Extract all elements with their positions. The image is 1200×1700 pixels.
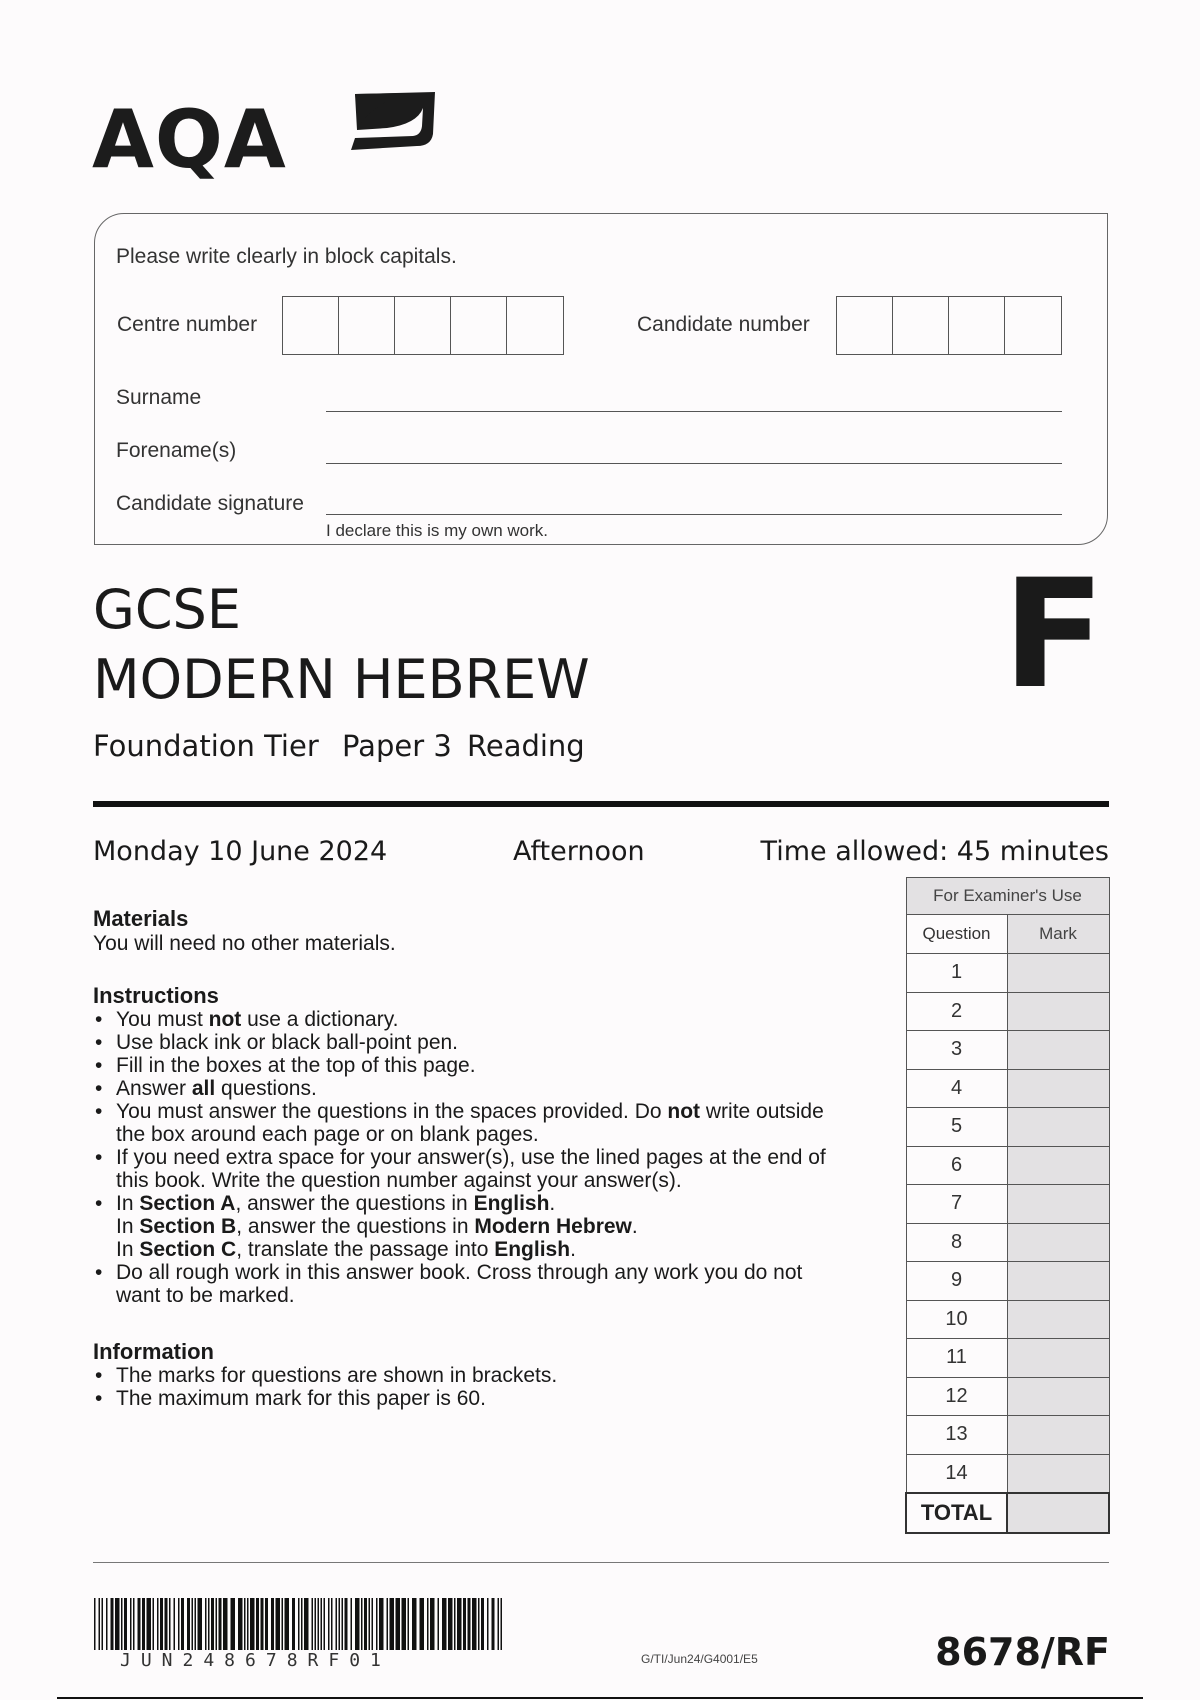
document-reference: G/TI/Jun24/G4001/E5 [641, 1652, 758, 1666]
forenames-label: Forename(s) [116, 439, 237, 462]
table-row [906, 1223, 1109, 1262]
barcode-bar [321, 1598, 323, 1650]
barcode-bar [457, 1598, 462, 1650]
list-item: • The marks for questions are shown in brackets. [93, 1364, 557, 1387]
centre-number-label: Centre number [117, 313, 258, 336]
table-row [906, 1108, 1109, 1147]
mark-cell[interactable] [1007, 1416, 1109, 1455]
surname-line[interactable] [326, 411, 1062, 412]
barcode-bar [133, 1598, 135, 1650]
mark-cell[interactable] [1007, 1262, 1109, 1301]
barcode-bar [94, 1598, 96, 1650]
barcode-bar [192, 1598, 194, 1650]
list-item: • If you need extra space for your answer(s), use the lined pages at the end of this book. Write the question number against your answer(s). [93, 1146, 826, 1192]
paper-number: Paper 3 [342, 729, 452, 763]
table-row [906, 1031, 1109, 1070]
barcode-bar [448, 1598, 453, 1650]
barcode-bar [396, 1598, 401, 1650]
mark-cell[interactable] [1007, 1146, 1109, 1185]
barcode-bar [468, 1598, 471, 1650]
instructions-list [93, 1008, 826, 1307]
centre-number-digit[interactable] [395, 297, 451, 354]
barcode-bar [351, 1598, 353, 1650]
barcode-bar [315, 1598, 317, 1650]
table-row [906, 1454, 1109, 1493]
barcode-bar [298, 1598, 300, 1650]
tier-letter: F [1002, 548, 1105, 722]
list-item: • The maximum mark for this paper is 60. [93, 1387, 557, 1410]
barcode-bar [130, 1598, 132, 1650]
list-item: • Fill in the boxes at the top of this page. [93, 1054, 826, 1077]
barcode-bar [408, 1598, 410, 1650]
barcode-bar [324, 1598, 326, 1650]
mark-cell[interactable] [1007, 1339, 1109, 1378]
question-column-header: Question [906, 915, 1007, 954]
declaration-text: I declare this is my own work. [326, 521, 549, 540]
barcode-bar [402, 1598, 407, 1650]
candidate-number-digit[interactable] [837, 297, 893, 354]
mark-cell[interactable] [1007, 1031, 1109, 1070]
barcode-bar [420, 1598, 425, 1650]
mark-cell[interactable] [1007, 1223, 1109, 1262]
materials-heading: Materials [93, 906, 189, 931]
barcode-bar [345, 1598, 348, 1650]
barcode-bar [390, 1598, 395, 1650]
barcode-bar [244, 1598, 246, 1650]
question-number: 3 [906, 1031, 1007, 1070]
candidate-number-digit[interactable] [893, 297, 949, 354]
barcode-bar [211, 1598, 214, 1650]
signature-line[interactable] [326, 514, 1062, 515]
mark-cell[interactable] [1007, 992, 1109, 1031]
question-number: 10 [906, 1300, 1007, 1339]
barcode-bar [208, 1598, 210, 1650]
question-number: 6 [906, 1146, 1007, 1185]
question-number: 11 [906, 1339, 1007, 1378]
barcode-bar [487, 1598, 489, 1650]
barcode-bar [478, 1598, 480, 1650]
table-row [906, 1185, 1109, 1224]
question-number: 4 [906, 1069, 1007, 1108]
examiners-use-table [905, 877, 1110, 1534]
table-row [906, 954, 1109, 993]
materials-text: You will need no other materials. [93, 932, 396, 955]
mark-cell[interactable] [1007, 1454, 1109, 1493]
barcode-bar [304, 1598, 309, 1650]
barcode-bar [355, 1598, 360, 1650]
barcode-bar [147, 1598, 152, 1650]
question-number: 7 [906, 1185, 1007, 1224]
mark-column-header: Mark [1007, 915, 1109, 954]
divider-thin [93, 1562, 1109, 1563]
barcode-bar [216, 1598, 218, 1650]
barcode [94, 1598, 504, 1650]
barcode-bar [376, 1598, 378, 1650]
total-row [906, 1493, 1109, 1533]
barcode-bar [342, 1598, 344, 1650]
barcode-bar [198, 1598, 203, 1650]
barcode-bar [187, 1598, 190, 1650]
table-row [906, 1146, 1109, 1185]
list-item: • Answer all questions. [93, 1077, 826, 1100]
barcode-bar [361, 1598, 363, 1650]
barcode-bar [250, 1598, 255, 1650]
barcode-bar [463, 1598, 466, 1650]
candidate-number-boxes[interactable] [836, 296, 1062, 355]
barcode-bar [442, 1598, 447, 1650]
mark-cell[interactable] [1007, 954, 1109, 993]
question-number: 2 [906, 992, 1007, 1031]
exam-date: Monday 10 June 2024 [93, 836, 388, 867]
barcode-bar [339, 1598, 341, 1650]
barcode-bar [312, 1598, 314, 1650]
barcode-bar [292, 1598, 295, 1650]
list-item: • In Section A, answer the questions in English. In Section B, answer the questions in Modern Hebrew. In Section C, translate the passage into English. [93, 1192, 826, 1261]
time-allowed: Time allowed: 45 minutes [760, 836, 1109, 867]
centre-number-digit[interactable] [283, 297, 339, 354]
instructions-heading: Instructions [93, 983, 219, 1008]
table-row [906, 1262, 1109, 1301]
barcode-bar [102, 1598, 104, 1650]
barcode-bar [301, 1598, 303, 1650]
candidate-number-digit[interactable] [1005, 297, 1061, 354]
barcode-bar [412, 1598, 417, 1650]
question-number: 1 [906, 954, 1007, 993]
barcode-bar [261, 1598, 264, 1650]
candidate-number-digit[interactable] [949, 297, 1005, 354]
table-row [906, 1300, 1109, 1339]
list-item: • Do all rough work in this answer book. Cross through any work you do not want to be marked. [93, 1261, 826, 1307]
centre-number-boxes[interactable] [282, 296, 564, 355]
list-item: • You must answer the questions in the spaces provided. Do not write outside the box around each page or on blank pages. [93, 1100, 826, 1146]
barcode-bar [364, 1598, 367, 1650]
barcode-bar [498, 1598, 500, 1650]
question-number: 5 [906, 1108, 1007, 1147]
information-heading: Information [93, 1339, 214, 1364]
question-number: 14 [906, 1454, 1007, 1493]
barcode-bar [430, 1598, 435, 1650]
barcode-bar [379, 1598, 384, 1650]
signature-label: Candidate signature [116, 492, 304, 515]
tier-name: Foundation Tier [93, 729, 319, 763]
mark-cell[interactable] [1007, 1300, 1109, 1339]
subject-title: MODERN HEBREW [93, 648, 590, 711]
barcode-bar [256, 1598, 259, 1650]
barcode-bar [238, 1598, 243, 1650]
barcode-bar [99, 1598, 101, 1650]
divider-thick [93, 801, 1109, 807]
list-item: • Use black ink or black ball-point pen. [93, 1031, 826, 1054]
barcode-bar [481, 1598, 484, 1650]
barcode-bar [369, 1598, 371, 1650]
barcode-bar [372, 1598, 374, 1650]
barcode-bar [219, 1598, 222, 1650]
barcode-bar [271, 1598, 274, 1650]
barcode-bar [472, 1598, 477, 1650]
mark-cell[interactable] [1007, 1108, 1109, 1147]
centre-number-digit[interactable] [507, 297, 563, 354]
logo-flag-icon [347, 90, 439, 152]
barcode-bar [142, 1598, 145, 1650]
barcode-bar [121, 1598, 123, 1650]
barcode-bar [282, 1598, 284, 1650]
barcode-bar [111, 1598, 114, 1650]
total-label: TOTAL [906, 1493, 1007, 1533]
barcode-bar [157, 1598, 159, 1650]
question-number: 12 [906, 1377, 1007, 1416]
barcode-bar [427, 1598, 429, 1650]
barcode-bar [138, 1598, 141, 1650]
barcode-bar [438, 1598, 440, 1650]
centre-number-digit[interactable] [451, 297, 507, 354]
barcode-bar [501, 1598, 503, 1650]
barcode-bar [492, 1598, 495, 1650]
table-row [906, 1416, 1109, 1455]
barcode-bar [276, 1598, 281, 1650]
barcode-bar [153, 1598, 155, 1650]
barcode-bar [285, 1598, 290, 1650]
barcode-bar [178, 1598, 180, 1650]
paper-component: Reading [467, 729, 585, 763]
forenames-line[interactable] [326, 463, 1062, 464]
examiners-use-title: For Examiner's Use [906, 878, 1109, 915]
candidate-number-label: Candidate number [637, 313, 810, 336]
barcode-bar [328, 1598, 330, 1650]
surname-label: Surname [116, 386, 202, 409]
information-list [93, 1364, 557, 1410]
total-mark-cell[interactable] [1007, 1493, 1109, 1533]
barcode-bar [231, 1598, 236, 1650]
barcode-bar [265, 1598, 268, 1650]
question-number: 8 [906, 1223, 1007, 1262]
barcode-bar [387, 1598, 389, 1650]
table-row [906, 1339, 1109, 1378]
paper-code: 8678/RF [935, 1630, 1110, 1674]
barcode-bar [205, 1598, 207, 1650]
barcode-bar [181, 1598, 184, 1650]
block-capitals-instruction: Please write clearly in block capitals. [116, 245, 457, 268]
exam-session: Afternoon [513, 836, 645, 867]
barcode-bar [195, 1598, 197, 1650]
qualification-title: GCSE [93, 578, 241, 641]
table-row [906, 1377, 1109, 1416]
barcode-bar [336, 1598, 338, 1650]
barcode-bar [165, 1598, 168, 1650]
barcode-bar [331, 1598, 333, 1650]
question-number: 13 [906, 1416, 1007, 1455]
centre-number-digit[interactable] [339, 297, 395, 354]
barcode-bar [160, 1598, 163, 1650]
question-number: 9 [906, 1262, 1007, 1301]
barcode-bar [318, 1598, 320, 1650]
barcode-bar [115, 1598, 120, 1650]
page-bottom-rule [57, 1697, 1143, 1699]
barcode-bar [247, 1598, 249, 1650]
barcode-bar [174, 1598, 176, 1650]
logo-wordmark: AQA [92, 93, 287, 186]
mark-cell[interactable] [1007, 1185, 1109, 1224]
barcode-bar [454, 1598, 456, 1650]
mark-cell[interactable] [1007, 1377, 1109, 1416]
list-item: • You must not use a dictionary. [93, 1008, 826, 1031]
barcode-text: JUN248678RF01 [120, 1650, 391, 1671]
table-row [906, 1069, 1109, 1108]
barcode-bar [124, 1598, 127, 1650]
barcode-bar [223, 1598, 228, 1650]
table-row [906, 992, 1109, 1031]
barcode-bar [106, 1598, 108, 1650]
mark-cell[interactable] [1007, 1069, 1109, 1108]
barcode-bar [169, 1598, 171, 1650]
